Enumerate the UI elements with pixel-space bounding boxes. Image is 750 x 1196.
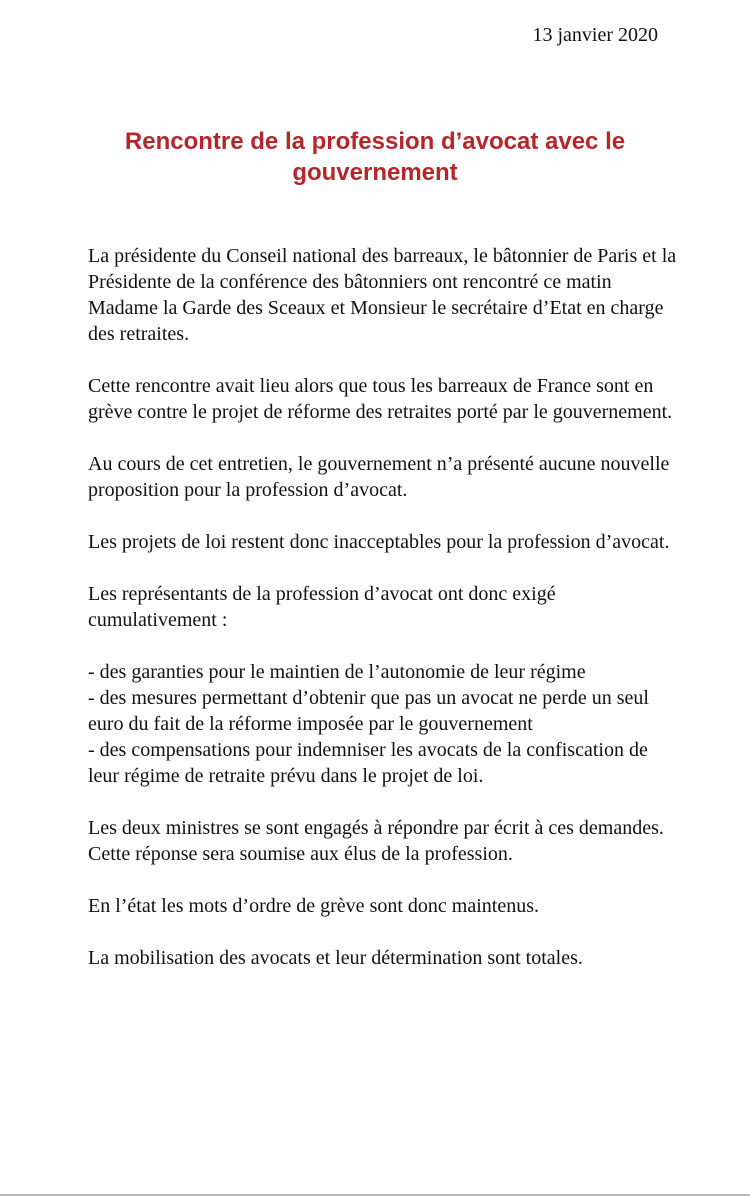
paragraph-meeting: La présidente du Conseil national des barreaux, le bâtonnier de Paris et la Présidente de la conférence des bâtonniers ont rencontré ce matin Madame la Garde des Sceaux et Monsieur le secrétaire d’Etat en charge des retraites. [88,245,677,345]
document-date: 13 janvier 2020 [532,24,658,46]
demand-item-compensation: - des compensations pour indemniser les avocats de la confiscation de leur régime de retraite prévu dans le projet de loi. [88,739,648,787]
demand-item-no-loss: - des mesures permettant d’obtenir que pas un avocat ne perde un seul euro du fait de la réforme imposée par le gouvernement [88,687,649,735]
document-title: Rencontre de la profession d’avocat avec le gouvernement [124,128,626,186]
paragraph-context: Cette rencontre avait lieu alors que tous les barreaux de France sont en grève contre le projet de réforme des retraites porté par le gouvernement. [88,375,673,423]
demands-list [88,659,678,789]
document-body [88,243,678,997]
paragraph-demands-intro: Les représentants de la profession d’avocat ont donc exigé cumulativement : [88,583,556,631]
paragraph-no-proposal: Au cours de cet entretien, le gouvernement n’a présenté aucune nouvelle proposition pour la profession d’avocat. [88,453,670,501]
demand-item-autonomy: - des garanties pour le maintien de l’autonomie de leur régime [88,661,586,683]
paragraph-ministers-commitment: Les deux ministres se sont engagés à répondre par écrit à ces demandes. Cette réponse sera soumise aux élus de la profession. [88,817,664,865]
paragraph-strike-maintained: En l’état les mots d’ordre de grève sont donc maintenus. [88,895,539,917]
paragraph-unacceptable: Les projets de loi restent donc inacceptables pour la profession d’avocat. [88,531,670,553]
paragraph-mobilisation: La mobilisation des avocats et leur détermination sont totales. [88,947,583,969]
